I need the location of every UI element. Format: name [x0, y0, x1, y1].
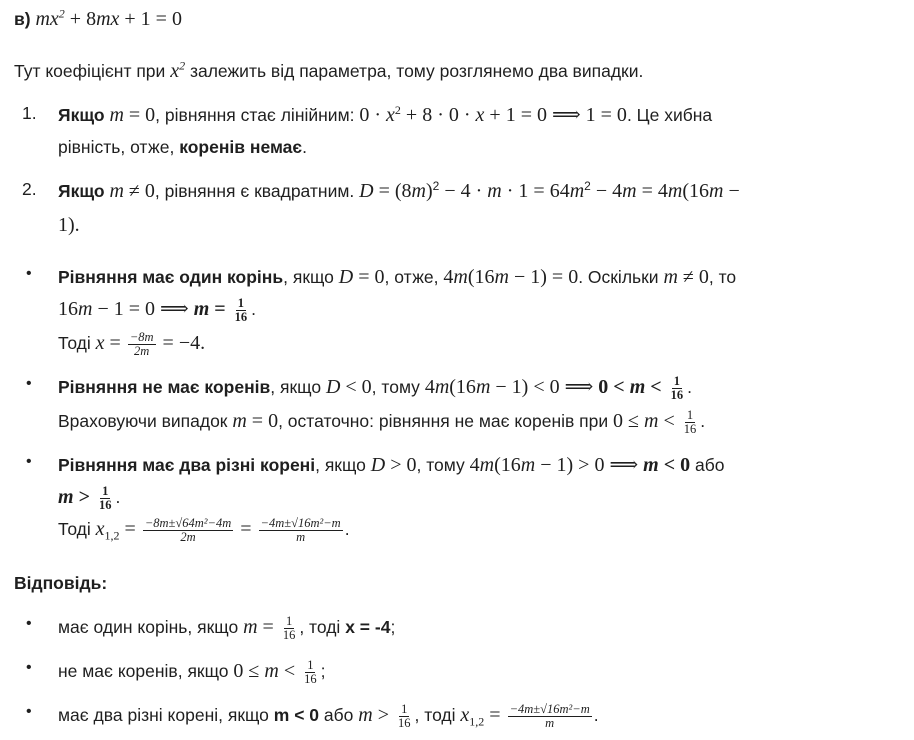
problem-header — [14, 4, 182, 35]
answer-title: Відповідь: — [14, 573, 108, 593]
intro-text: Тут коефіцієнт при $x^2$ залежить від параметра, тому розглянемо два випадки. — [14, 58, 644, 82]
equation: $mx^2 + 8mx + 1 = 0$ — [35, 6, 182, 30]
problem-label: в) — [14, 9, 31, 29]
